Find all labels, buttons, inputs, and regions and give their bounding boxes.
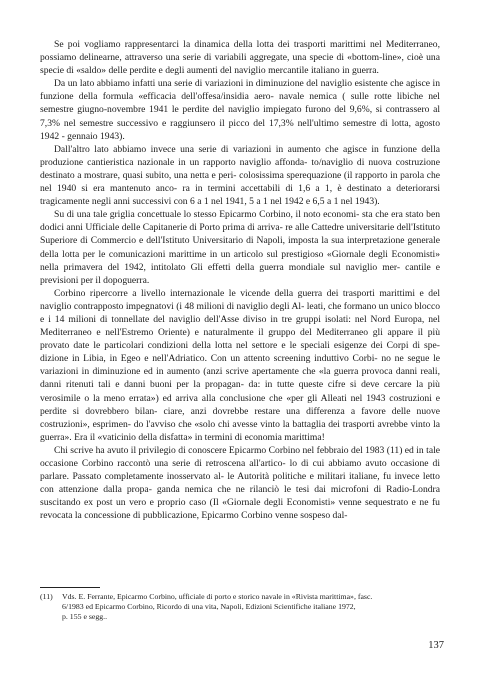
footnote-number: (11) xyxy=(40,592,53,601)
text-line: esistente che agisce in funzione della formula «efficacia dell'offesa/insidia aero- xyxy=(40,78,440,103)
text-line: sta che era stato ben dodici anni Ufficiale delle Capitanerie di Porto prima di arriva- xyxy=(40,209,441,234)
text-line: Oriente) e naturalmente il gruppo del Mediterraneo gli appare il più provato date xyxy=(40,327,440,352)
text-line: Se poi vogliamo rappresentarci la dinamica della lotta dei trasporti marittimi xyxy=(54,39,366,50)
paragraph xyxy=(40,143,440,208)
text-line: cantile e previsioni per il dopoguerra. xyxy=(40,261,440,286)
footnote-first-line xyxy=(40,592,440,602)
text-line: lo di cui abbiamo avuto occasione di parlare. Passato completamente inosservato al- xyxy=(40,458,440,483)
paragraph xyxy=(40,77,440,142)
text-line: del 1983 (11) ed in tale occasione Corbino raccontò una serie di retroscena all'artico- xyxy=(40,444,440,469)
text-line: ganda nemica che ne rilanciò le tesi dai microfoni di Radio-Londra suscitando ex xyxy=(40,484,440,509)
text-line: alla conclusione che «per gli Alleati nel 1943 costruzioni e perdite si dovrebbero bilan- xyxy=(40,392,440,417)
paragraph xyxy=(40,287,440,444)
text-line: da: in tutte queste cifre si deve cercare la più verosimile o la meno errata») ed arriva xyxy=(40,379,440,404)
text-line: to/naviglio di nuova costruzione destinato a mostrare, quasi subito, una netta e peri- xyxy=(40,156,440,181)
text-line: no ne segue le variazioni in diminuzione ed in aumento (anzi scrive apertamente xyxy=(40,353,440,378)
text-line: fu revocata la concessione di pubblicazione, Epicarmo Corbino venne sospeso dal- xyxy=(40,497,440,522)
text-line: 1943). xyxy=(99,130,125,142)
text-line: ra in termini accettabili di 1,6 a 1, è destinato a deteriorarsi tragicamente negli anni xyxy=(40,183,440,208)
footnote xyxy=(40,592,440,623)
paragraph xyxy=(40,208,440,287)
footnote-line xyxy=(40,612,440,622)
text-line: del naviglio mercantile italiano in guerra. xyxy=(220,65,379,77)
text-line: nella primavera del 1942, intitolato Gli effetti della guerra mondiale sul naviglio mer- xyxy=(40,261,401,273)
paragraph xyxy=(40,444,440,523)
text-line: nel Mediterraneo, possiamo delinearne, attraverso una serie di variabili aggregate, xyxy=(40,39,440,64)
paragraph xyxy=(40,38,440,77)
text-line: navale nemica ( sulle rotte libiche nel semestre giugno-novembre 1941 le perdite del xyxy=(40,91,440,116)
text-line: colosissima sperequazione (il rapporto in parola che nel 1940 si era mantenuto anco- xyxy=(40,169,441,195)
text-line: una specie di «bottom-line», cioè una specie di «saldo» delle perdite e degli aumenti xyxy=(40,52,440,77)
text-line: Su di una tale griglia concettuale lo stesso Epicarmo Corbino, il noto economi- xyxy=(54,209,360,221)
text-line: che «la guerra provoca danni reali, danni ritenuti tali e danni buoni per la propagan- xyxy=(40,366,440,391)
text-line: funzione della produzione cantieristica nazionale in un rapporto naviglio affonda- xyxy=(40,143,440,168)
text-line: diviso in tre gruppi isolati: nel Nord Europa, nel Mediterraneo e nell'Estremo xyxy=(40,313,440,339)
footnote-separator xyxy=(40,587,100,588)
footnote-text: Vds. E. Ferrante, Epicarmo Corbino, ufficiale di porto e storico navale in «Rivista marittima», fasc. xyxy=(62,592,373,601)
text-line: naviglio impiegato furono del 9,6%, si contrassero al 7,3% nel semestre successivo xyxy=(40,104,440,129)
text-line: Era il «vaticinio della disfatta» in termini di economia marittima! xyxy=(74,431,325,443)
text-line: post un vero e proprio caso (Il «Giornale degli Economisti» venne sequestrato e ne xyxy=(96,497,429,509)
text-line: Universitario di Napoli, imposta la sua interpretazione generale della lotta per le xyxy=(40,235,440,260)
text-line: e raggiunsero il picco del 17,3% nell'ultimo semestre di lotta, agosto 1942 - gennaio xyxy=(40,117,440,142)
text-line: do l'avviso che «solo chi avesse vinto la battaglia dei trasporti avrebbe vinto la guerra». xyxy=(40,418,440,443)
footnote-line xyxy=(40,602,440,612)
text-line: Dall'altro lato abbiamo invece una serie di variazioni in aumento che agisce in xyxy=(54,143,379,155)
text-line: marittimi e del naviglio contrapposto impegnatovi (i 48 milioni di naviglio degli Al- xyxy=(40,287,441,312)
page-number: 137 xyxy=(428,640,444,651)
text-line: le Autorità politiche e militari italiane, fu invece letto con attenzione dalla propa- xyxy=(40,471,440,496)
text-line: re alle Cattedre universitarie dell'Istituto Superiore di Commercio e dell'Istituto xyxy=(40,222,440,247)
text-line: Da un lato abbiamo infatti una serie di variazioni in diminuzione del naviglio xyxy=(54,78,353,90)
footnote-text: 6/1983 ed Epicarmo Corbino, Ricordo di una vita, Napoli, Edizioni Scientifiche italiane 1972, xyxy=(62,602,356,612)
text-line: Corbino ripercorre a livello internazionale le vicende della guerra dei trasporti xyxy=(54,287,375,299)
text-line: le particolari condizioni della lotta nel settore e le speciali esigenze dei Corpi di spe- xyxy=(93,340,441,352)
text-line: successivi con 6 a 1 nel 1941, 5 a 1 nel 1942 e 6,5 a 1 nel 1943). xyxy=(132,196,380,208)
text-line: ciare, anzi dovrebbe restare una differenza a favore delle nuove costruzioni», esprimen- xyxy=(40,405,440,430)
text-line: Chi scrive ha avuto il privilegio di conoscere Epicarmo Corbino nel febbraio xyxy=(54,444,349,456)
text-line: comunicazioni marittime in un articolo sul prestigioso «Giornale degli Economisti» xyxy=(108,248,440,260)
text-line: leati, che formano un unico blocco e i 14 milioni di tonnellate del naviglio dell'Asse xyxy=(40,300,440,325)
text-line: dizione in Libia, in Egeo e nell'Adriatico. Con un attento screening induttivo Corbi- xyxy=(40,353,378,365)
footnote-text: p. 155 e segg.. xyxy=(62,612,108,622)
body-text xyxy=(40,38,440,522)
